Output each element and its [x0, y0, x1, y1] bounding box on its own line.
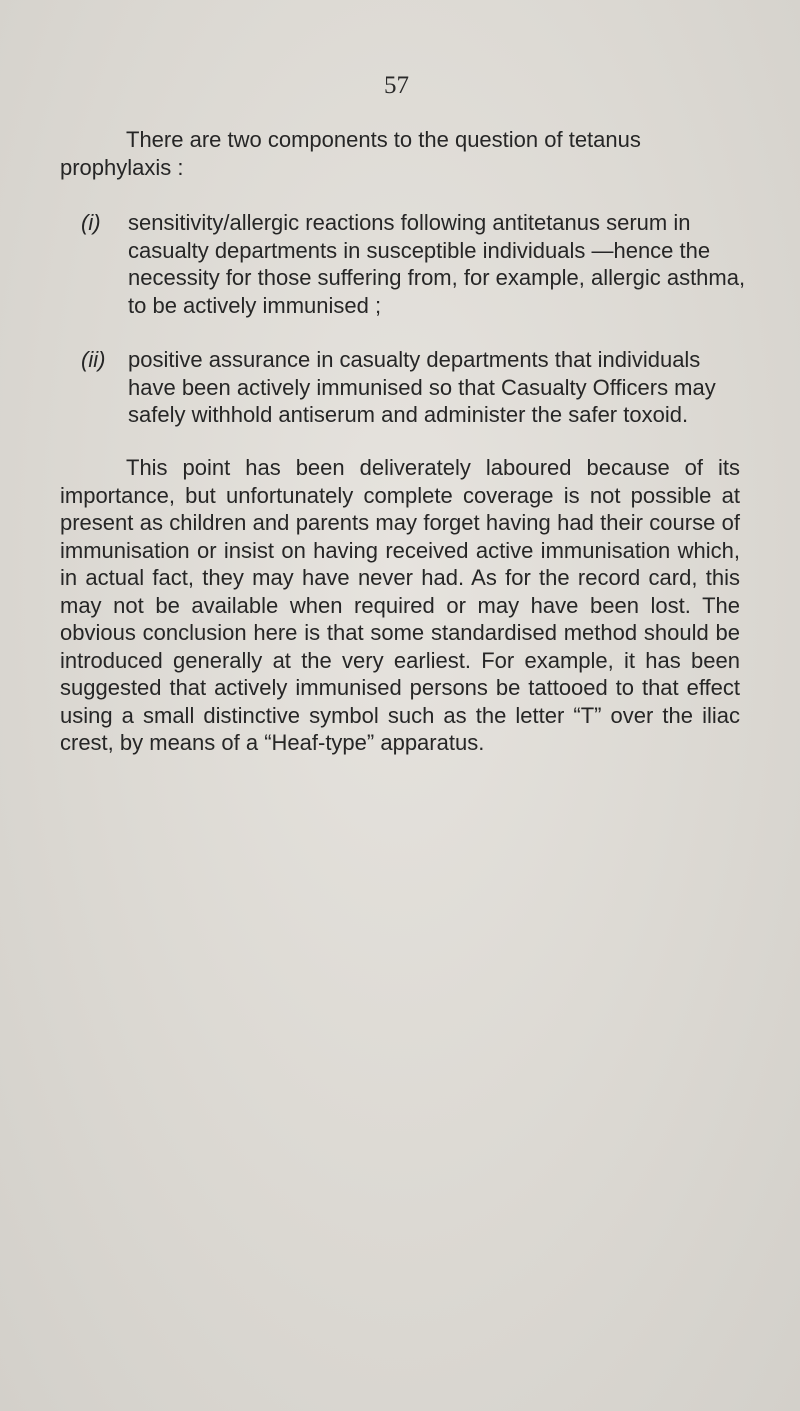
list-item-text: positive assurance in casualty departments that individuals have been actively immunised so that Casualty Officers may safely withhold antiserum and administer the safer toxoid.: [128, 347, 716, 427]
list-marker: (ii): [81, 347, 106, 372]
list-item: [81, 209, 748, 319]
list-item-text: sensitivity/allergic reactions following antitetanus serum in casualty departments in susceptible individuals —hence the necessity for those suffering from, for example, allergic asthma, to be actively immunised ;: [128, 210, 746, 318]
list-marker: (i): [81, 210, 101, 235]
page-number: 57: [384, 72, 409, 99]
list-item: [81, 346, 748, 429]
intro-paragraph: There are two components to the question of tetanus prophylaxis :: [60, 127, 641, 180]
body-paragraph: This point has been deliverately laboured because of its importance, but unfortunately complete coverage is not possible at present as children and parents may forget having had their course of immunisation or insist on having received active immunisation which, in actual fact, they may have never had. As for the record card, this may not be available when required or may have been lost. The obvious conclusion here is that some standardised method should be introduced generally at the very earliest. For example, it has been suggested that actively immunised persons be tattooed to that effect using a small distinctive symbol such as the letter “T” over the iliac crest, by means of a “Heaf-type” apparatus.: [60, 455, 740, 755]
